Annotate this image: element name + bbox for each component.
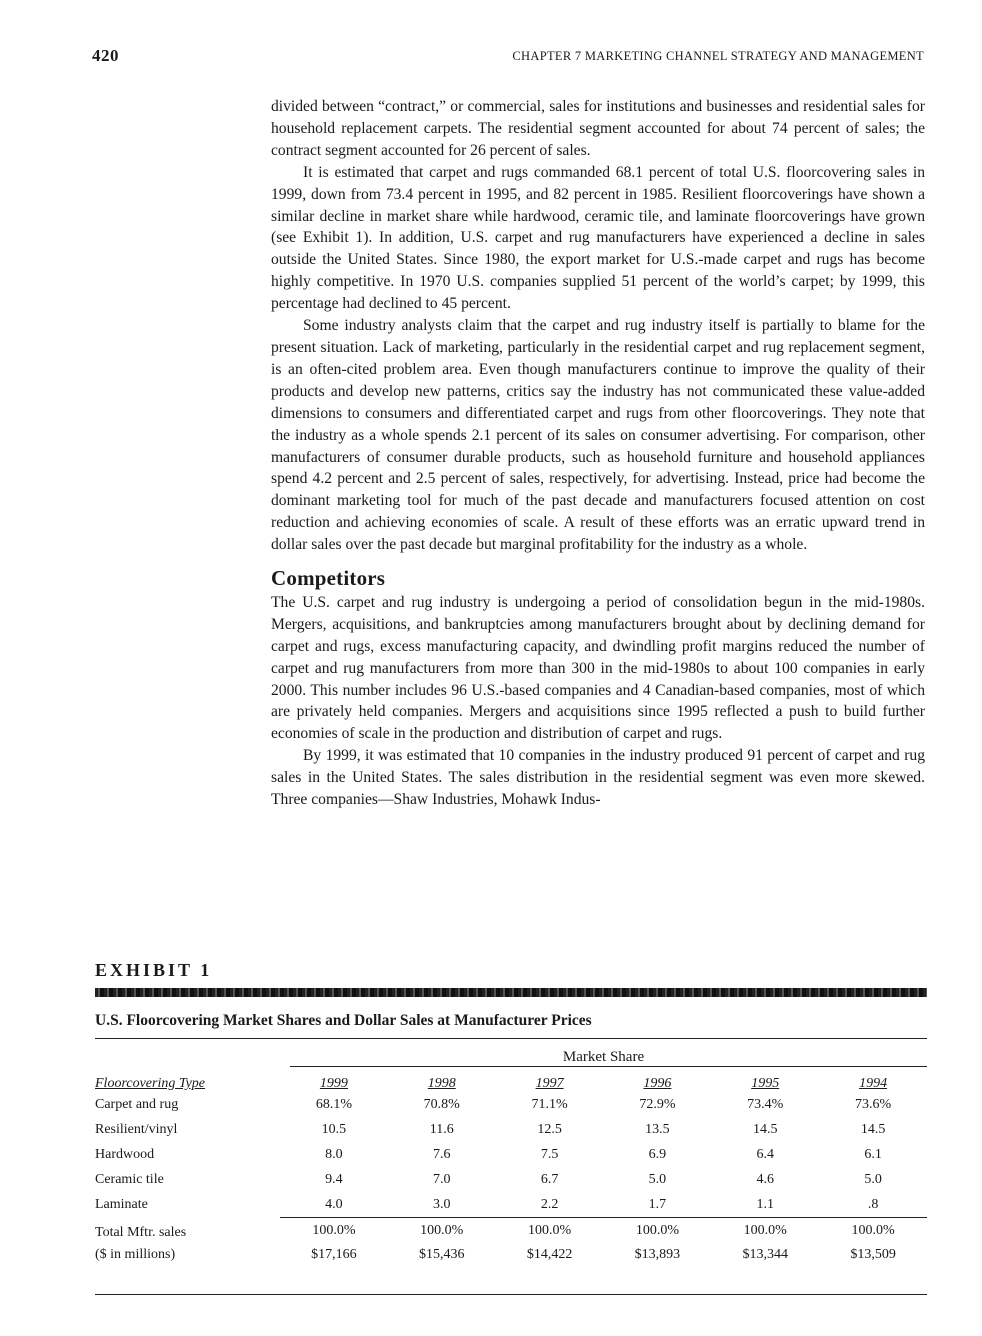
sales-row [95, 1244, 927, 1266]
row-label: Hardwood [95, 1146, 155, 1162]
table-top-rule [95, 1038, 927, 1039]
table-row [95, 1192, 927, 1218]
table-cell: 14.5 [752, 1121, 778, 1137]
table-cell: 14.5 [860, 1121, 886, 1137]
year-heading: 1999 [319, 1076, 348, 1091]
paragraph-5: By 1999, it was estimated that 10 companies in the industry produced 91 percent of carpet and rug sales in the United States. The sales distribution in the residential segment was even more skewed. Three companies—Shaw Industries, Mohawk Indus- [271, 747, 925, 809]
year-heading: 1994 [859, 1076, 888, 1091]
year-heading: 1997 [535, 1076, 564, 1091]
table-cell: 68.1% [315, 1096, 352, 1112]
body-text [271, 96, 925, 811]
table-row [95, 1142, 927, 1167]
table-cell: 2.2 [540, 1196, 559, 1212]
total-cell: 100.0% [496, 1218, 604, 1245]
table-cell: 6.7 [540, 1171, 559, 1187]
table-cell: 1.7 [648, 1196, 667, 1212]
table-cell: 70.8% [423, 1096, 460, 1112]
sales-cell: $13,344 [742, 1247, 788, 1262]
sales-cell: $13,893 [634, 1247, 681, 1262]
sales-label-line-1: Total Mftr. sales [95, 1225, 187, 1240]
total-cell: 100.0% [603, 1218, 711, 1245]
paragraph-2: It is estimated that carpet and rugs commanded 68.1 percent of total U.S. floorcovering sales in 1999, down from 73.4 percent in 1995, and 82 percent in 1985. Resilient floorcoverings have shown a similar decline in market share while hardwood, ceramic tile, and laminate floorcoverings have grown (see Exhibit 1). In addition, U.S. carpet and rug manufacturers have experienced a decline in sales outside the United States. Since 1980, the export market for U.S.-made carpet and rugs has become highly competitive. In 1970 U.S. companies supplied 51 percent of the world’s carpet; by 1999, this percentage had declined to 45 percent. [271, 163, 925, 313]
table-cell: 9.4 [325, 1171, 343, 1187]
row-label: Laminate [95, 1196, 148, 1212]
table-cell: 12.5 [537, 1121, 562, 1137]
table-cell: 7.6 [432, 1146, 451, 1162]
sales-cell: $15,436 [418, 1247, 465, 1262]
paragraph-3: Some industry analysts claim that the carpet and rug industry itself is partially to blame for the present situation. Lack of marketing, particularly in the residential carpet and rug replacement segment, is an often-cited problem area. Even though manufacturers continue to improve the quality of their products and develop new patterns, critics say the industry has not communicated these value-added dimensions to consumers and differentiated carpet and rugs from other floorcoverings. They note that the industry as a whole spends 2.1 percent of its sales on consumer advertising. For comparison, other manufacturers of consumer durable products, such as household furniture and household appliances spend 4.2 percent and 2.5 percent of sales, respectively, for advertising. Instead, price had become the dominant marketing tool for much of the past decade and manufacturers focused attention on cost reduction and achieving economies of scale. A result of these efforts was an erratic upward trend in dollar sales over the past decade but marginal profitability for the industry as a whole. [271, 317, 925, 554]
row-label: Resilient/vinyl [95, 1121, 178, 1137]
table-row [95, 1092, 927, 1117]
table-cell: 3.0 [432, 1196, 451, 1212]
market-share-heading: Market Share [562, 1048, 645, 1065]
total-cell: 100.0% [819, 1218, 927, 1245]
row-label: Carpet and rug [95, 1096, 179, 1112]
floorcovering-type-heading: Floorcovering Type [95, 1076, 206, 1091]
table-cell: 11.6 [429, 1121, 454, 1137]
table-row [95, 1117, 927, 1142]
paragraph-1: divided between “contract,” or commercial, sales for institutions and businesses and residential sales for household replacement carpets. The residential segment accounted for about 74 percent of sales; the contract segment accounted for 26 percent of sales. [271, 98, 925, 159]
table-cell: 4.0 [325, 1196, 343, 1212]
total-cell: 100.0% [280, 1218, 388, 1245]
year-heading: 1996 [643, 1076, 672, 1091]
year-heading: 1998 [427, 1076, 456, 1091]
table-cell: 7.5 [540, 1146, 559, 1162]
running-head: CHAPTER 7 MARKETING CHANNEL STRATEGY AND MANAGEMENT [512, 49, 924, 63]
table-cell: 13.5 [645, 1121, 670, 1137]
exhibit-label: EXHIBIT 1 [95, 960, 213, 980]
paragraph-4: The U.S. carpet and rug industry is undergoing a period of consolidation begun in the mid-1980s. Mergers, acquisitions, and bankruptcies among manufacturers brought about by declining demand for carpet and rugs, excess manufacturing capacity, and dwindling profit margins reduced the number of carpet and rug manufacturers from more than 300 in the mid-1980s to about 100 companies in early 2000. This number includes 96 U.S.-based companies and 4 Canadian-based companies, most of which are privately held companies. Mergers and acquisitions since 1995 reflected a push to build further economies of scale in the production and distribution of carpet and rugs. [271, 593, 925, 743]
table-cell: 10.5 [321, 1121, 347, 1137]
table-bottom-rule [95, 1294, 927, 1295]
year-heading: 1995 [751, 1076, 780, 1091]
table-cell: .8 [867, 1196, 879, 1212]
row-label: Ceramic tile [95, 1171, 164, 1187]
exhibit-divider-bar [95, 988, 927, 997]
exhibit-table [95, 1046, 927, 1266]
table-cell: 6.1 [864, 1146, 882, 1162]
sales-cell: $13,509 [850, 1247, 896, 1262]
table-cell: 8.0 [325, 1146, 343, 1162]
table-cell: 6.4 [756, 1146, 774, 1162]
table-cell: 73.6% [854, 1096, 892, 1112]
page-number: 420 [92, 46, 119, 65]
table-cell: 7.0 [432, 1171, 451, 1187]
total-cell: 100.0% [711, 1218, 819, 1245]
sales-cell: $14,422 [526, 1247, 573, 1262]
table-row [95, 1167, 927, 1192]
sales-cell: $17,166 [311, 1247, 357, 1262]
column-header-row [95, 1068, 927, 1092]
sales-label-line-2: ($ in millions) [95, 1247, 176, 1262]
total-cell: 100.0% [388, 1218, 496, 1245]
section-heading-competitors: Competitors [271, 566, 386, 591]
totals-row [95, 1218, 927, 1245]
table-cell: 6.9 [648, 1146, 667, 1162]
table-cell: 71.1% [531, 1096, 568, 1112]
table-cell: 72.9% [639, 1096, 676, 1112]
table-cell: 73.4% [747, 1096, 784, 1112]
table-cell: 5.0 [864, 1171, 882, 1187]
exhibit-title: U.S. Floorcovering Market Shares and Dollar Sales at Manufacturer Prices [95, 1012, 592, 1029]
table-cell: 5.0 [648, 1171, 667, 1187]
table-cell: 1.1 [756, 1196, 774, 1212]
table-cell: 4.6 [756, 1171, 774, 1187]
market-share-header-row [95, 1046, 927, 1068]
